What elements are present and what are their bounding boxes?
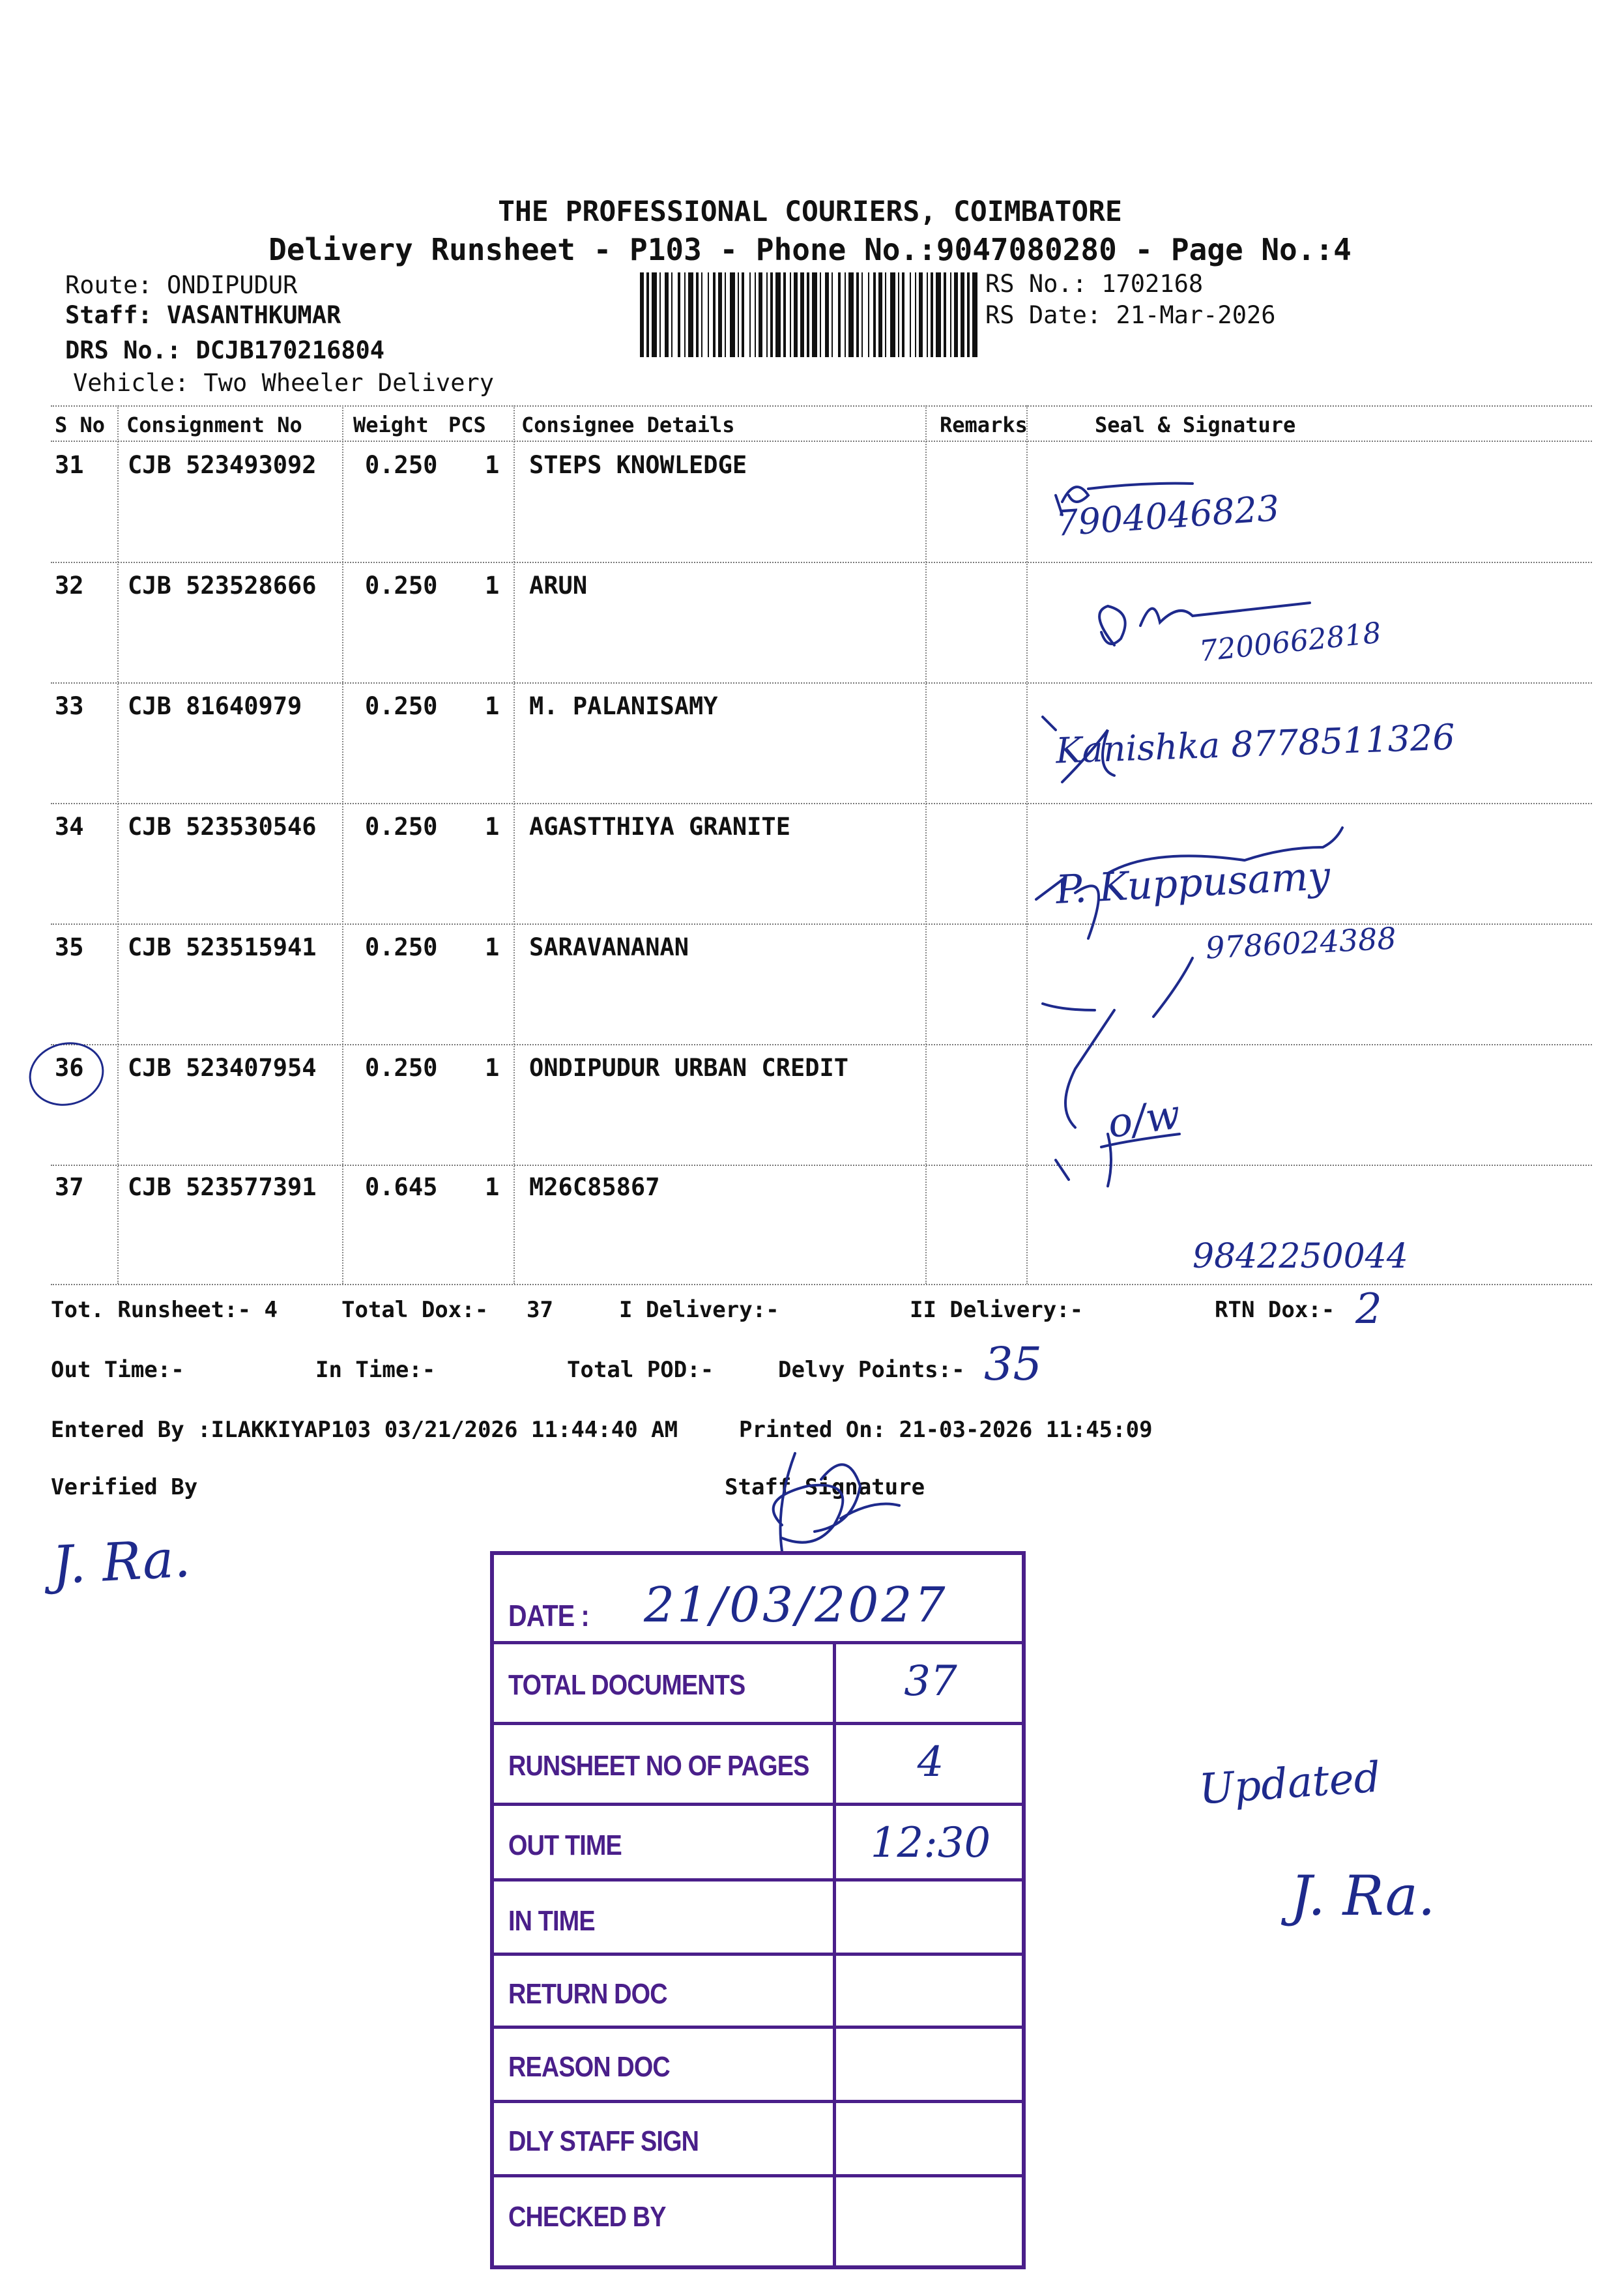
col-header-consignment: Consignment No [126,413,302,437]
stamp-divider [833,1641,836,2269]
row-consignee: SARAVANANAN [529,933,689,961]
table-top-rule [51,405,1592,407]
updated-signature: J. Ra. [1290,1864,1436,1928]
rtn-dox-handwritten: 2 [1355,1285,1382,1333]
row-signature: o/w [1105,1090,1183,1148]
updated-note: Updated [1197,1753,1382,1814]
barcode-bar [794,272,798,357]
total-pod: Total POD:- [567,1357,714,1383]
barcode-bar [770,272,773,357]
row-weight: 0.250 [365,933,438,961]
total-dox-label: Total Dox:- [341,1297,489,1323]
row-weight: 0.250 [365,692,438,720]
ii-delivery: II Delivery:- [910,1297,1084,1323]
vehicle-line: Vehicle: Two Wheeler Delivery [73,369,495,397]
barcode-bar [766,272,768,357]
barcode [639,272,983,357]
in-time: In Time:- [315,1357,436,1383]
barcode-bar [936,272,941,357]
stamp-row [494,2026,1022,2100]
barcode-bar [861,272,863,357]
signature-scribbles [1017,443,1603,1290]
barcode-bar [749,272,751,357]
barcode-bar [783,272,786,357]
row-sno: 36 [55,1054,84,1082]
row-consignee: ARUN [529,572,588,600]
printed-on: Printed On: 21-03-2026 11:45:09 [739,1417,1153,1443]
stamp-row-value: 12:30 [870,1819,991,1867]
stamp-row [494,1803,1022,1878]
staff-line: Staff: VASANTHKUMAR [65,301,341,329]
entered-by: Entered By :ILAKKIYAP103 03/21/2026 11:44:40 AM [51,1417,678,1443]
row-sno: 31 [55,451,84,479]
staff-signature-label: Staff Signature [725,1474,925,1500]
row-consignment: CJB 523577391 [128,1173,317,1201]
barcode-bar [885,272,886,357]
row-consignee: AGASTTHIYA GRANITE [529,813,790,841]
barcode-bar [845,272,846,357]
barcode-bar [646,272,649,357]
circle-mark [22,1034,111,1114]
delvy-points-handwritten: 35 [984,1337,1043,1391]
barcode-bar [954,272,958,357]
out-time: Out Time:- [51,1357,184,1383]
row-pcs: 1 [485,1054,500,1082]
barcode-bar [718,272,722,357]
col-header-pcs: PCS [448,413,486,437]
col-rule [925,405,927,1284]
stamp-row-label: TOTAL DOCUMENTS [508,1669,745,1701]
col-header-signature: Seal & Signature [1095,413,1296,437]
table-header-rule [51,441,1592,442]
col-rule [342,405,343,1284]
barcode-bar [790,272,791,357]
stamp-row-label: OUT TIME [508,1829,622,1861]
row-sno: 34 [55,813,84,841]
col-header-remarks: Remarks [940,413,1028,437]
barcode-bar [967,272,970,357]
row-signature: 9786024388 [1204,920,1397,966]
barcode-bar [868,272,869,357]
stamp-date-label: DATE : [508,1599,589,1633]
rubber-stamp [490,1551,1026,2269]
row-consignment: CJB 81640979 [128,692,302,720]
barcode-bar [931,272,933,357]
barcode-bar [725,272,726,357]
barcode-bar [820,272,821,357]
barcode-bar [713,272,716,357]
row-consignee: ONDIPUDUR URBAN CREDIT [529,1054,849,1082]
barcode-bar [915,272,916,357]
tot-runsheet: Tot. Runsheet:- 4 [51,1297,278,1323]
barcode-bar [838,272,841,357]
row-signature: P. Kuppusamy [1054,853,1331,913]
barcode-bar [898,272,899,357]
barcode-bar [701,272,702,357]
barcode-bar [640,272,644,357]
row-signature: 7200662818 [1198,616,1383,669]
row-consignment: CJB 523515941 [128,933,317,961]
barcode-bar [652,272,657,357]
row-consignee: M26C85867 [529,1173,660,1201]
barcode-bar [919,272,923,357]
verifier-signature: J. Ra. [50,1528,192,1596]
stamp-row-label: IN TIME [508,1905,595,1937]
barcode-bar [832,272,833,357]
stamp-row [494,2174,1022,2269]
row-sno: 33 [55,692,84,720]
drs-value: DCJB170216804 [195,336,385,364]
barcode-bar [678,272,680,357]
stamp-row [494,2100,1022,2174]
row-sno: 35 [55,933,84,961]
barcode-bar [738,272,739,357]
row-weight: 0.250 [365,451,438,479]
stamp-row-label: RETURN DOC [508,1978,667,2010]
stamp-row-value: 37 [904,1657,957,1706]
rs-no-value: 1702168 [1101,270,1204,298]
stamp-row-label: DLY STAFF SIGN [508,2125,699,2157]
barcode-bar [755,272,756,357]
barcode-bar [807,272,809,357]
i-delivery: I Delivery:- [619,1297,779,1323]
row-weight: 0.645 [365,1173,438,1201]
barcode-bar [927,272,928,357]
barcode-bar [665,272,669,357]
row-pcs: 1 [485,572,500,600]
drs-line: DRS No.: DCJB170216804 [65,336,385,364]
stamp-row-label: RUNSHEET NO OF PAGES [508,1750,809,1782]
row-pcs: 1 [485,1173,500,1201]
row-pcs: 1 [485,813,500,841]
runsheet-subtitle: Delivery Runsheet - P103 - Phone No.:9047080280 - Page No.:4 [268,232,1352,267]
row-consignment: CJB 523530546 [128,813,317,841]
barcode-bar [825,272,829,357]
barcode-bar [972,272,977,357]
staff-value: VASANTHKUMAR [166,301,341,329]
row-signature: Kanishka 8778511326 [1055,716,1456,772]
stamp-row-value: 4 [917,1738,944,1786]
col-header-consignee: Consignee Details [521,413,735,437]
col-header-sno: S No [55,413,106,437]
barcode-bar [659,272,661,357]
vehicle-value: Two Wheeler Delivery [203,369,495,397]
rs-date-value: 21-Mar-2026 [1116,301,1276,329]
barcode-bar [873,272,876,357]
col-rule [117,405,119,1284]
row-sno: 37 [55,1173,84,1201]
barcode-bar [910,272,911,357]
barcode-bar [856,272,859,357]
company-title: THE PROFESSIONAL COURIERS, COIMBATORE [498,196,1122,228]
staff-signature-scribble [743,1440,912,1564]
col-header-weight: Weight [353,413,429,437]
barcode-bar [671,272,673,357]
verified-by: Verified By [51,1474,198,1500]
barcode-bar [742,272,744,357]
barcode-bar [775,272,781,357]
col-rule [513,405,515,1284]
barcode-bar [890,272,895,357]
row-consignee: M. PALANISAMY [529,692,718,720]
stamp-row [494,1641,1022,1722]
row-pcs: 1 [485,451,500,479]
barcode-bar [878,272,882,357]
stamp-row [494,1722,1022,1803]
stamp-row [494,1878,1022,1953]
rtn-dox-label: RTN Dox:- [1215,1297,1335,1323]
stamp-row-label: REASON DOC [508,2051,670,2083]
row-consignee: STEPS KNOWLEDGE [529,451,747,479]
barcode-bar [961,272,964,357]
row-consignment: CJB 523407954 [128,1054,317,1082]
total-dox-value: 37 [527,1297,553,1323]
barcode-bar [759,272,762,357]
stamp-row [494,1953,1022,2026]
delvy-points-label: Delvy Points:- [778,1357,965,1383]
route-value: ONDIPUDUR [166,271,298,299]
barcode-bar [950,272,951,357]
barcode-bar [696,272,699,357]
barcode-bar [800,272,804,357]
row-weight: 0.250 [365,813,438,841]
barcode-bar [902,272,904,357]
row-consignment: CJB 523528666 [128,572,317,600]
route-line: Route: ONDIPUDUR [65,271,298,299]
row-consignment: CJB 523493092 [128,451,317,479]
rs-no-line: RS No.: 1702168 [985,270,1204,298]
row-signature: 7904046823 [1054,487,1281,544]
row-sno: 32 [55,572,84,600]
row-signature: 9842250044 [1193,1237,1408,1276]
barcode-bar [848,272,854,357]
barcode-bar [688,272,693,357]
barcode-bar [684,272,686,357]
row-weight: 0.250 [365,572,438,600]
stamp-row-label: CHECKED BY [508,2201,666,2233]
barcode-bar [944,272,946,357]
barcode-bar [708,272,709,357]
barcode-bar [812,272,817,357]
stamp-date-value: 21/03/2027 [644,1577,948,1633]
row-weight: 0.250 [365,1054,438,1082]
row-pcs: 1 [485,933,500,961]
row-pcs: 1 [485,692,500,720]
rs-date-line: RS Date: 21-Mar-2026 [985,301,1276,329]
barcode-bar [730,272,735,357]
